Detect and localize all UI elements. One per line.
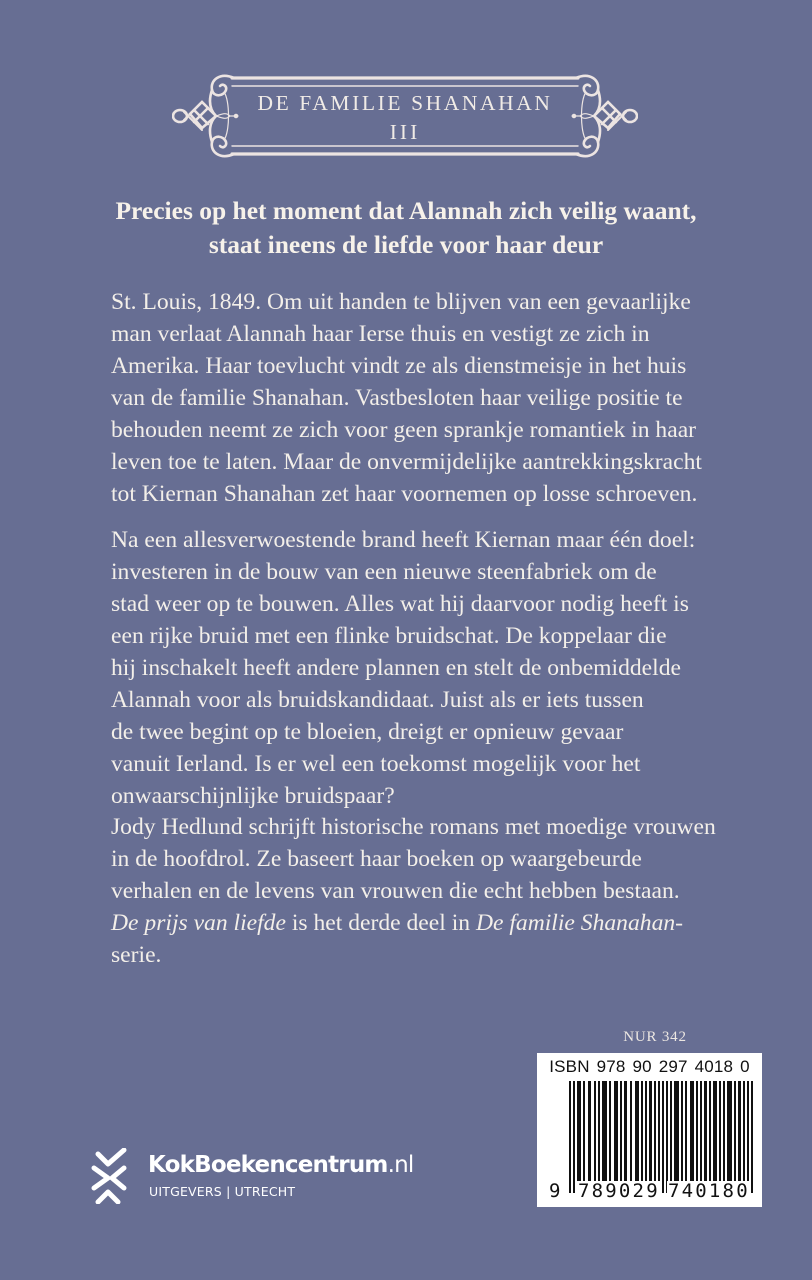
barcode-bars-icon [537,1081,762,1193]
author-line [111,907,731,939]
blurb-line: hij inschakelt heeft andere plannen en stelt de onbemiddelde [111,655,681,681]
isbn-label: ISBN 978 90 297 4018 0 [549,1057,750,1076]
blurb-line: tot Kiernan Shanahan zet haar voornemen op losse schroeven. [111,481,698,507]
tagline [60,194,752,262]
ean-left-digits: 789029 [578,1180,660,1202]
series-name: De familie Shanahan- [475,910,684,936]
blurb-line: man verlaat Alannah haar Ierse thuis en vestigt ze zich in [111,321,650,347]
tagline-line-1: Precies op het moment dat Alannah zich veilig waant, [115,196,697,225]
blurb-line: Alannah voor als bruidskandidaat. Juist als er iets tussen [111,687,644,713]
blurb-line: een rijke bruid met een flinke bruidschat. De koppelaar die [111,623,667,649]
blurb-line: leven toe te laten. Maar de onvermijdelijke aantrekkingskracht [111,449,702,475]
blurb-line: behouden neemt ze zich voor geen sprankje romantiek in haar [111,417,697,443]
series-frame [172,66,638,166]
blurb-line: St. Louis, 1849. Om uit handen te blijven van een gevaarlijke [111,289,691,315]
author-paragraph [111,811,731,971]
publisher-subtitle: UITGEVERS | UTRECHT [149,1184,296,1199]
book-title: De prijs van liefde [111,910,286,936]
publisher-name [148,1152,413,1178]
series-title: DE FAMILIE SHANAHAN [257,91,553,115]
isbn-barcode [537,1053,762,1207]
blurb-paragraph-2 [111,524,731,812]
blurb-line: de twee begint op te bloeien, dreigt er opnieuw gevaar [111,719,624,745]
blurb-line: vanuit Ierland. Is er wel een toekomst mogelijk voor het [111,751,641,777]
blurb-line: Na een allesverwoestende brand heeft Kiernan maar één doel: [111,527,696,553]
blurb-line: onwaarschijnlijke bruidspaar? [111,783,395,809]
blurb-paragraph-1 [111,286,731,510]
blurb-line: van de familie Shanahan. Vastbesloten haar veilige positie te [111,385,683,411]
nur-code: NUR 342 [623,1029,687,1045]
blurb-line: Amerika. Haar toevlucht vindt ze als dienstmeisje in het huis [111,353,687,379]
author-line: serie. [111,942,162,968]
tagline-line-2: staat ineens de liefde voor haar deur [208,230,604,259]
author-line: in de hoofdrol. Ze baseert haar boeken op waargebeurde [111,846,642,872]
author-line: Jody Hedlund schrijft historische romans met moedige vrouwen [111,814,716,840]
publisher-name-text: KokBoekencentrum [148,1152,388,1178]
publisher-tld: .nl [387,1152,414,1178]
ean-first-digit: 9 [549,1180,561,1202]
series-volume: III [389,120,421,144]
author-line: verhalen en de levens van vrouwen die echt hebben bestaan. [111,878,680,904]
ean-right-digits: 740180 [668,1180,750,1202]
ornament-frame-icon [172,66,638,166]
blurb-line: investeren in de bouw van een nieuwe steenfabriek om de [111,559,657,585]
blurb-line: stad weer op te bouwen. Alles wat hij daarvoor nodig heeft is [111,591,689,617]
kok-boekencentrum-logo-icon [84,1148,140,1204]
author-line-text: is het derde deel in [285,910,476,936]
